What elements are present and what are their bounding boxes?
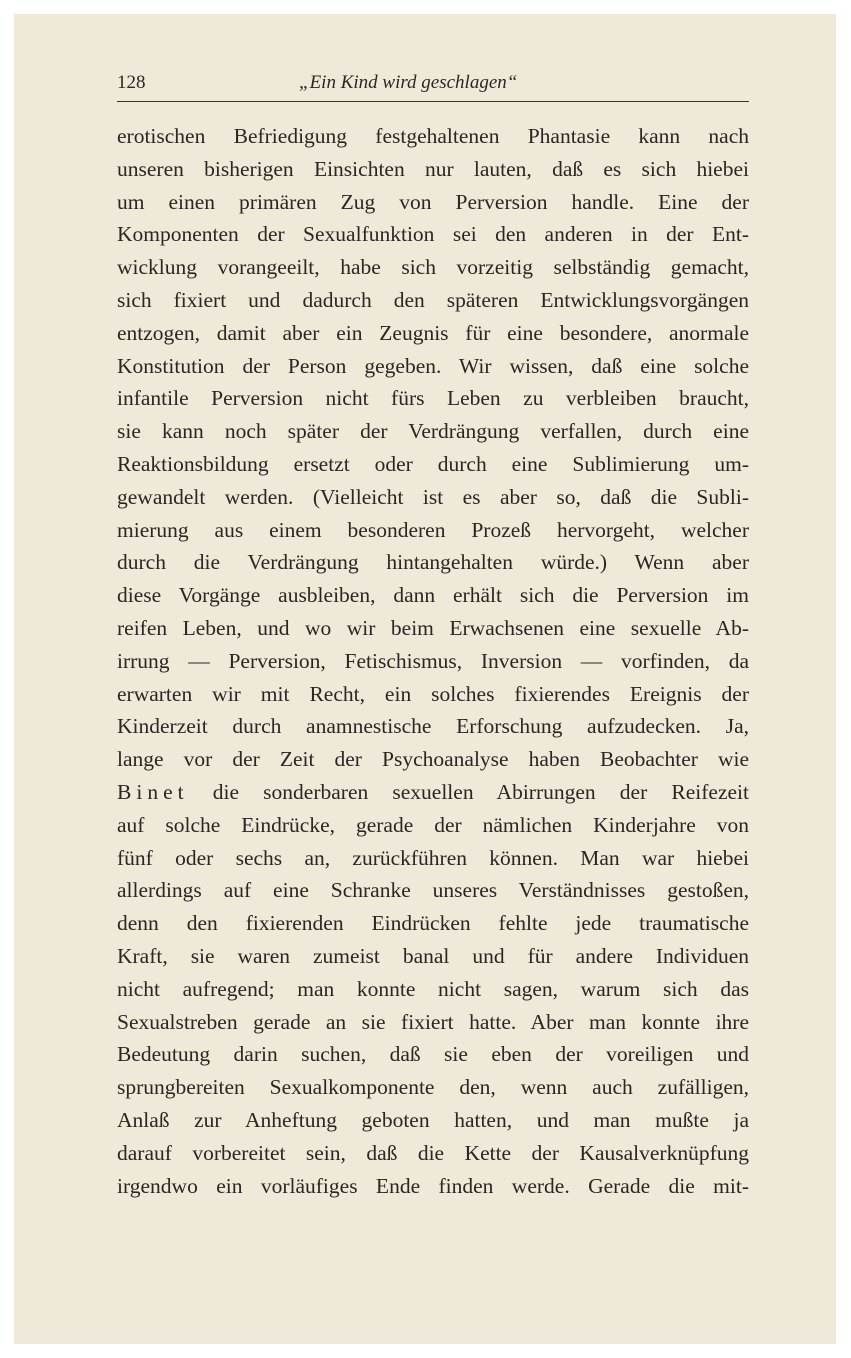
text-line: Komponenten der Sexualfunktion sei den anderen in der Ent- — [117, 222, 749, 247]
text-line: diese Vorgänge ausbleiben, dann erhält sich die Perversion im — [117, 583, 749, 608]
text-line: sie kann noch später der Verdrängung verfallen, durch eine — [117, 419, 749, 444]
text-line: durch die Verdrängung hintangehalten würde.) Wenn aber — [117, 550, 749, 575]
text-line: erotischen Befriedigung festgehaltenen Phantasie kann nach — [117, 124, 749, 148]
text-line: entzogen, damit aber ein Zeugnis für eine besondere, anormale — [117, 320, 749, 345]
text-line: darauf vorbereitet sein, daß die Kette der Kausalverknüpfung — [117, 1140, 749, 1165]
text-line: erwarten wir mit Recht, ein solches fixierendes Ereignis der — [117, 681, 749, 706]
body-text — [117, 120, 749, 1202]
text-line: mierung aus einem besonderen Prozeß hervorgeht, welcher — [117, 517, 749, 542]
header-rule — [117, 101, 749, 102]
text-line: Anlaß zur Anheftung geboten hatten, und man mußte ja — [117, 1107, 749, 1132]
text-line: reifen Leben, und wo wir beim Erwachsenen eine sexuelle Ab- — [117, 615, 749, 640]
text-line: auf solche Eindrücke, gerade der nämlichen Kinderjahre von — [117, 812, 749, 837]
text-line: unseren bisherigen Einsichten nur lauten, daß es sich hiebei — [117, 156, 749, 181]
text-line: sich fixiert und dadurch den späteren Entwicklungsvorgängen — [117, 287, 749, 312]
text-line: gewandelt werden. (Vielleicht ist es aber so, daß die Subli- — [117, 484, 749, 509]
text-line: wicklung vorangeeilt, habe sich vorzeitig selbständig gemacht, — [117, 255, 749, 280]
text-line: Sexualstreben gerade an sie fixiert hatte. Aber man konnte ihre — [117, 1009, 749, 1034]
text-line: um einen primären Zug von Perversion handle. Eine der — [117, 189, 749, 214]
text-line: Kinderzeit durch anamnestische Erforschung aufzudecken. Ja, — [117, 714, 749, 739]
page-number: 128 — [117, 72, 146, 93]
text-line: nicht aufregend; man konnte nicht sagen, warum sich das — [117, 976, 749, 1001]
binet-line-rest: die sonderbaren sexuellen Abirrungen der Reifezeit — [212, 779, 749, 804]
text-line: Bedeutung darin suchen, daß sie eben der voreiligen und — [117, 1042, 749, 1067]
text-line-binet — [117, 776, 749, 809]
text-line: Kraft, sie waren zumeist banal und für andere Individuen — [117, 943, 749, 968]
page-header — [117, 72, 749, 102]
text-line: sprungbereiten Sexualkomponente den, wenn auch zufälligen, — [117, 1075, 749, 1100]
running-title: „Ein Kind wird geschlagen“ — [299, 72, 518, 93]
text-line: infantile Perversion nicht fürs Leben zu verbleiben braucht, — [117, 386, 749, 411]
text-line: allerdings auf eine Schranke unseres Verständnisses gestoßen, — [117, 878, 749, 903]
text-line: irgendwo ein vorläufiges Ende finden werde. Gerade die mit- — [117, 1173, 749, 1198]
text-line: lange vor der Zeit der Psychoanalyse haben Beobachter wie — [117, 747, 749, 772]
text-line: Konstitution der Person gegeben. Wir wissen, daß eine solche — [117, 353, 749, 378]
text-line: fünf oder sechs an, zurückführen können. Man war hiebei — [117, 845, 749, 870]
text-line: irrung — Perversion, Fetischismus, Inversion — vorfinden, da — [117, 648, 749, 673]
text-line: Reaktionsbildung ersetzt oder durch eine Sublimierung um- — [117, 451, 749, 476]
text-line: denn den fixierenden Eindrücken fehlte jede traumatische — [117, 911, 749, 936]
binet-name: Binet — [117, 779, 189, 804]
